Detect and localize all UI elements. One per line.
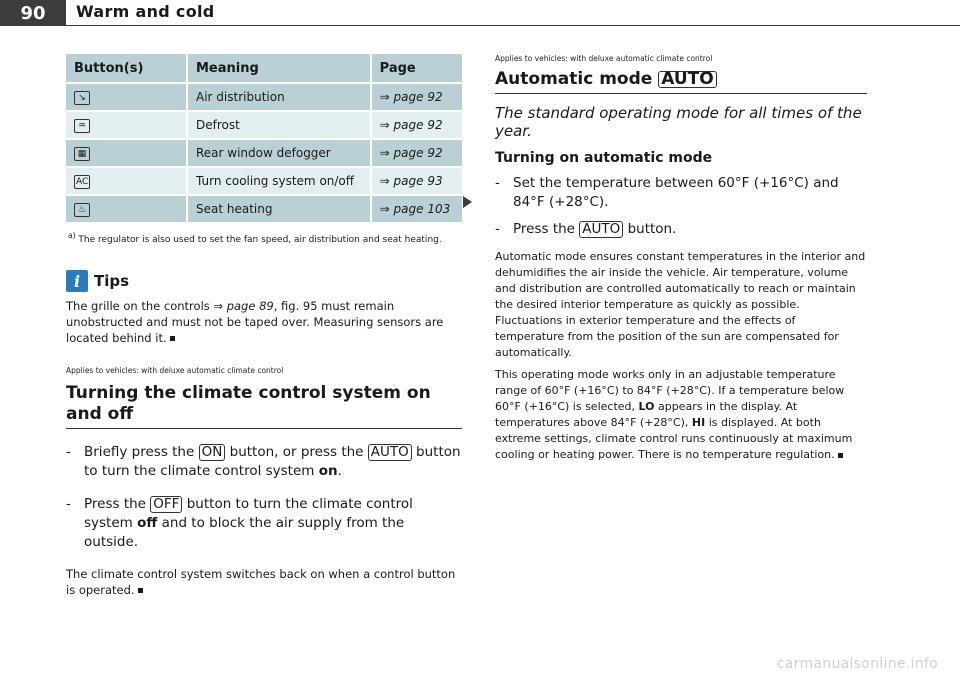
section-intro: The standard operating mode for all times of the year. [495,104,862,140]
auto-button-key: AUTO [368,444,412,461]
end-mark-icon [138,588,143,593]
rear-defogger-icon: ▦ [74,147,90,161]
row-page-ref[interactable]: ⇒ page 93 [372,166,462,194]
air-distribution-icon: ↘ [74,91,90,105]
section-title-automatic: Automatic mode AUTO [495,69,867,94]
row-page-ref[interactable]: ⇒ page 92 [372,138,462,166]
step-dash: - [495,221,500,237]
continue-arrow-icon [463,196,472,208]
table-row [66,82,462,110]
chapter-title: Warm and cold [76,2,215,21]
row-meaning: Rear window defogger [188,138,372,166]
step-dash: - [66,444,71,460]
row-page-ref[interactable]: ⇒ page 92 [372,110,462,138]
step-press-auto: - Press the AUTO button. [495,221,677,237]
auto-button-key: AUTO [658,71,717,88]
footnote-text: The regulator is also used to set the fan speed, air distribution and seat heating. [78,235,442,245]
row-meaning: Air distribution [188,82,372,110]
table-header-row [66,54,462,82]
subheading-turning-on: Turning on automatic mode [495,150,713,166]
right-column [495,54,867,463]
footnote-marker: a) [68,231,76,240]
auto-button-key: AUTO [579,221,623,238]
step-dash: - [66,496,71,512]
table-footnote [66,230,462,246]
row-page-ref[interactable]: ⇒ page 92 [372,82,462,110]
site-watermark: carmanualsonline.info [776,656,938,672]
end-mark-icon [170,336,175,341]
table-row [66,110,462,138]
button-reference-table [66,54,462,222]
off-button-key: OFF [150,496,182,513]
page-header [0,0,960,26]
step-set-temperature: - Set the temperature between 60°F (+16°C) and 84°F (+28°C). [495,175,839,210]
row-meaning: Seat heating [188,194,372,222]
step-dash: - [495,175,500,191]
tips-text: The grille on the controls ⇒ page 89, fig. 95 must remain unobstructed and must not be taped over. Measuring sensors are located behind it. [66,299,444,345]
header-page: Page [372,54,462,82]
left-column [66,54,462,598]
info-icon: i [66,270,88,292]
page-number: 90 [0,0,66,26]
tips-title: Tips [94,272,130,290]
row-meaning: Turn cooling system on/off [188,166,372,194]
table-row [66,194,462,222]
tips-heading [66,270,462,292]
on-button-key: ON [199,444,226,461]
step-turn-off: - Press the OFF button to turn the climate control system off and to block the air supply from the outside. [66,496,413,550]
applies-note: Applies to vehicles: with deluxe automatic climate control [495,54,713,63]
automatic-para-2: This operating mode works only in an adjustable temperature range of 60°F (+16°C) to 84°F (+28°C). If a temperature below 60°F (+16°C) is selected, LO appears in the display. At temperatures above 84°F (+28°C), HI is displayed. At both extreme settings, climate control runs continuously at maximum cooling or heating power. There is no temperature regulation. [495,368,853,461]
row-meaning: Defrost [188,110,372,138]
seat-heating-icon: ♨ [74,203,90,217]
on-off-body: The climate control system switches back on when a control button is operated. [66,567,456,597]
table-row [66,166,462,194]
defrost-icon: ♒ [74,119,90,133]
section-title-on-off: Turning the climate control system on and off [66,383,462,429]
header-buttons: Button(s) [66,54,188,82]
header-rule [66,25,960,26]
row-page-ref[interactable]: ⇒ page 103 [372,194,462,222]
tips-page-ref[interactable]: ⇒ page 89 [213,299,274,313]
automatic-para-1: Automatic mode ensures constant temperatures in the interior and dehumidifies the air inside the vehicle. Air temperature, volume and distribution are controlled automatically to reach or maintain the desired interior temperature as quickly as possible. Fluctuations in exterior temperature and the effects of temperature from the position of the sun are compensated for automatically. [495,250,866,359]
ac-icon: AC [76,177,89,187]
applies-note: Applies to vehicles: with deluxe automatic climate control [66,366,284,375]
header-meaning: Meaning [188,54,372,82]
end-mark-icon [838,453,843,458]
step-turn-on: - Briefly press the ON button, or press the AUTO button to turn the climate control system on. [66,444,461,479]
table-row [66,138,462,166]
